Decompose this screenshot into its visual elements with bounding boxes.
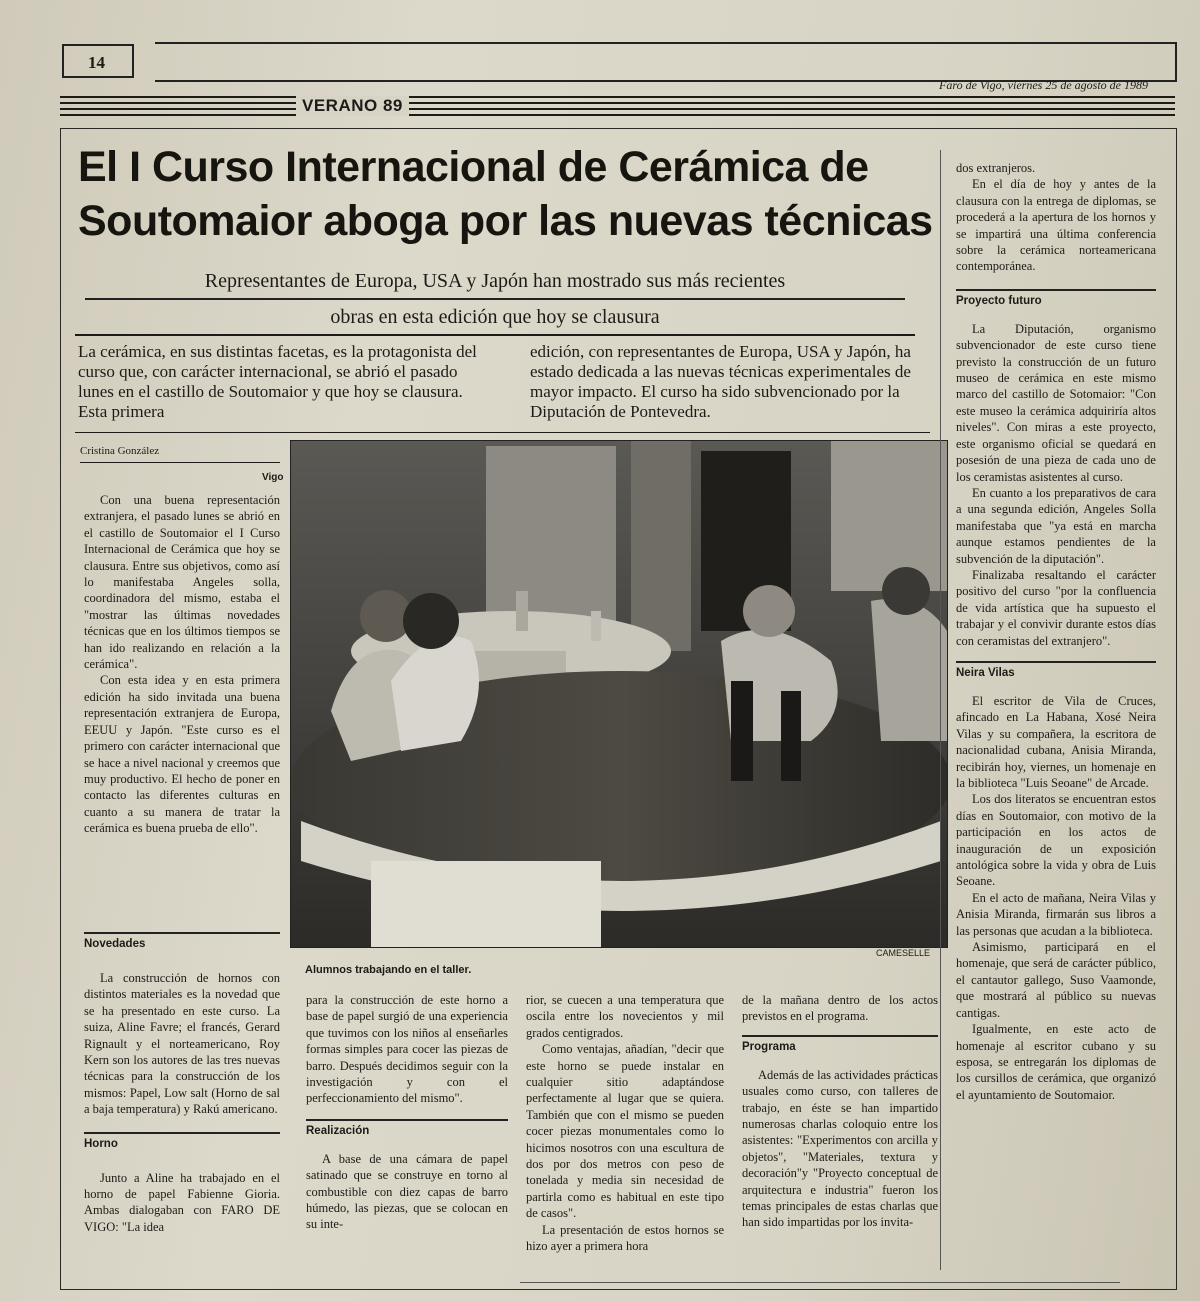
paragraph: En cuanto a los preparativos de cara a una segunda edición, Angeles Solla manifestaba que "ya está en marcha aunque estamos pendientes de la subvención de la diputación". — [956, 485, 1156, 566]
photo-caption: Alumnos trabajando en el taller. — [305, 964, 472, 976]
subheading-programa: Programa — [742, 1035, 938, 1053]
subheading-horno: Horno — [84, 1132, 280, 1150]
paragraph: Además de las actividades prácticas usuales como curso, con talleres de trabajo, en éste se han impartido numerosas charlas coloquio entre los asistentes: "Experimentos con arcilla y objetos", "Materiales, textura y decoración"y "Proyecto conceptual de arquitectura e industria" fueron los temas principales de estas charlas que han sido impartidas por los invita- — [742, 1067, 938, 1230]
paragraph: La presentación de estos hornos se hizo ayer a primera hora — [526, 1222, 724, 1254]
column-divider — [940, 150, 941, 1270]
subhead-line-2: obras en esta edición que hoy se clausura — [330, 305, 660, 328]
paragraph: Junto a Aline ha trabajado en el horno de papel Fabienne Gioria. Ambas dialogaban con FARO DE VIGO: "La idea — [84, 1170, 280, 1234]
paragraph: Finalizaba resaltando el carácter positivo del curso "por la confluencia de vida artística que ha supuesto el trabajar y el convivir durante estos días con ceramistas del extranjero". — [956, 567, 1156, 648]
header-rule — [60, 96, 1175, 98]
paragraph: Como ventajas, añadían, "decir que este horno se puede instalar en cualquier sitio adaptándose perfectamente al lugar que se quiera. También que con el mismo se pueden cocer piezas monumentales como lo hicimos nosotros con una escultura de dos por dos metros con peso de tonelada y media sin necesidad de partirla como es habitual en este tipo de casos". — [526, 1042, 724, 1221]
paragraph: Los dos literatos se encuentran estos días en Soutomaior, con motivo de la participación en los actos de inauguración de un exposición antológica sobre la vida y obra de Luis Seoane. — [956, 792, 1156, 889]
paragraph: En el día de hoy y antes de la clausura con la entrega de diplomas, se procederá a la apertura de los hornos y se impartirá una última conferencia sobre la cerámica norteamericana contemporánea. — [956, 177, 1156, 274]
column-4 — [742, 992, 938, 1231]
page-number: 14 — [62, 44, 134, 78]
subheading-realizacion: Realización — [306, 1119, 508, 1137]
column-3 — [526, 992, 724, 1255]
lead-bottom-rule — [75, 432, 930, 433]
byline-rule — [80, 462, 280, 463]
paragraph: El escritor de Vila de Cruces, afincado en La Habana, Xosé Neira Vilas y su compañera, la escritora de nacionalidad cubana, Anisia Miranda, recibirán hoy, viernes, un homenaje en la biblioteca "Luis Seoane" de Arcade. — [956, 693, 1156, 790]
paragraph: La construcción de hornos con distintos materiales es la novedad que se ha presentado en este curso. La suiza, Aline Favre; el francés, Gerard Rignault y el norteamericano, Roy Kern son los autores de las tres nuevas técnicas para la construcción de los mismos: Papel, Low salt (Horno de sal a baja temperatura) y Rakú americano. — [84, 971, 280, 1117]
column-2 — [306, 992, 508, 1233]
byline: Cristina González — [80, 445, 160, 457]
paragraph: La Diputación, organismo subvencionador de este curso tiene previsto la construcción de un futuro museo de cerámica en este mismo marco del castillo de Sotomaior: "Con este museo la cerámica adquiriría altos niveles". Con miras a este proyecto, este organismo oficial se quedará en posesión de una pieza de cada uno de los ceramistas asistentes al curso. — [956, 321, 1156, 484]
paragraph: A base de una cámara de papel satinado que se construye en torno al combustible con diez capas de barro húmedo, las piezas, que se colocan en su inte- — [306, 1151, 508, 1232]
header-rule — [60, 102, 1175, 104]
column-1 — [84, 492, 280, 837]
headline: El I Curso Internacional de Cerámica de Soutomaior aboga por las nuevas técnicas — [78, 143, 933, 245]
paragraph: dos extranjeros. — [956, 161, 1036, 175]
subheading-proyecto-futuro: Proyecto futuro — [956, 289, 1156, 307]
lead-paragraph-2: edición, con representantes de Europa, USA y Japón, ha estado dedicada a las nuevas técnicas experimentales de mayor impacto. El curso ha sido subvencionado por la Diputación de Pontevedra. — [530, 342, 911, 421]
paragraph: Igualmente, en este acto de homenaje al escritor cubano y su esposa, se entregarán los diplomas de los cursillos de cerámica, que organizó el ayuntamiento de Soutomaior. — [956, 1022, 1156, 1102]
subheading-novedades: Novedades — [84, 932, 280, 950]
paragraph: Asimismo, participará en el homenaje, que será de carácter público, el cantautor gallego, Suso Vaamonde, que mostrará al público su nuevas cantigas. — [956, 940, 1156, 1020]
footer-rule — [520, 1282, 1120, 1283]
header-rule — [60, 108, 1175, 110]
photo-illustration — [291, 441, 947, 947]
paragraph: para la construcción de este horno a base de papel surgió de una experiencia que tuvimos con los niños al enseñarles formas simples para cocer las piezas de barro. Después decidimos seguir con la investigación y con el perfeccionamiento del mismo". — [306, 993, 508, 1106]
paragraph: Con una buena representación extranjera, el pasado lunes se abrió en el castillo de Soutomaior el I Curso Internacional de Cerámica que hoy se clausura. Entre sus objetivos, como así lo manifestaba Angeles solla, coordinadora del mismo, estaba el "mostrar las últimas novedades técnicas que en los últimos tiempos se han ido realizando en relación a la cerámica". — [84, 493, 280, 672]
header-rule — [60, 114, 1175, 116]
dateline: Vigo — [262, 472, 284, 483]
lead-paragraph-1: La cerámica, en sus distintas facetas, es la protagonista del curso que, con carácter internacional, se abrió el pasado lunes en el castillo de Soutomaior y que hoy se clausura. Esta primera — [78, 342, 477, 421]
publication-line: Faro de Vigo, viernes 25 de agosto de 1989 — [939, 78, 1148, 92]
paragraph: rior, se cuecen a una temperatura que oscila entre los novecientos y mil grados centigrados. — [526, 993, 724, 1040]
novedades-section — [84, 932, 280, 1235]
section-label: VERANO 89 — [296, 96, 409, 116]
photo-credit: CAMESELLE — [876, 948, 931, 958]
paragraph: Con esta idea y en esta primera edición ha sido invitada una buena representación extranjera de Europa, EEUU y Japón. "Este curso es el primero con carácter internacional que se hace a nivel nacional y creemos que muy productivo. El hecho de poner en contacto las diferentes culturas en cuanto a su manera de tratar la cerámica es buena prueba de ello". — [84, 673, 280, 836]
subheading-neira-vilas: Neira Vilas — [956, 661, 1156, 679]
right-column — [956, 160, 1156, 1103]
paragraph: En el acto de mañana, Neira Vilas y Anisia Miranda, firmarán sus libros a las personas que acudan a la biblioteca. — [956, 890, 1156, 938]
subhead-line-1: Representantes de Europa, USA y Japón han mostrado sus más recientes — [204, 270, 786, 292]
paragraph: de la mañana dentro de los actos previstos en el programa. — [742, 993, 938, 1024]
header-box — [155, 42, 1177, 82]
subhead — [85, 264, 905, 334]
photo-workshop — [290, 440, 948, 948]
lead-rule — [75, 334, 915, 336]
